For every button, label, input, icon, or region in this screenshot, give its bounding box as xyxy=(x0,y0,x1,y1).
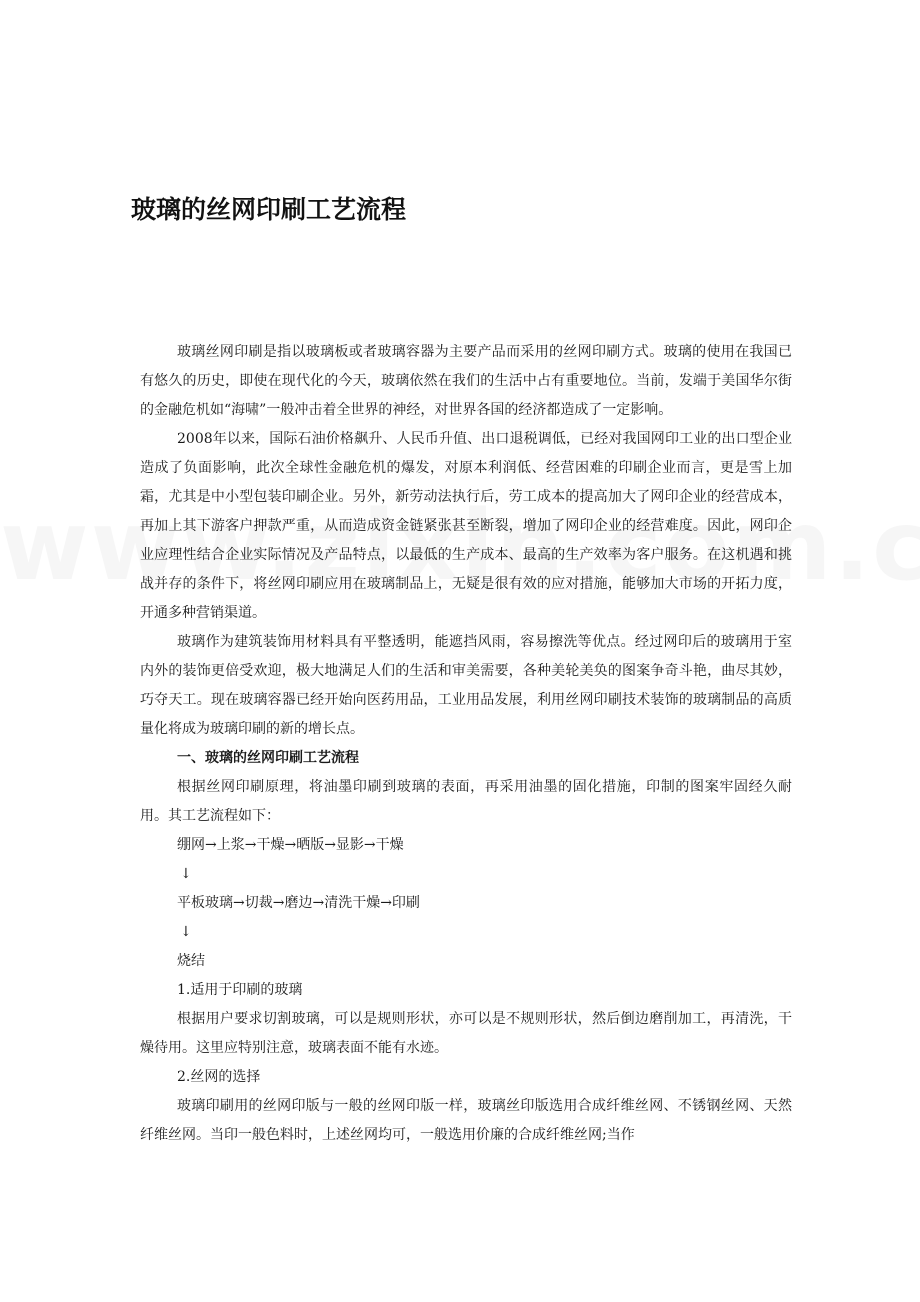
section-heading: 一、玻璃的丝网印刷工艺流程 xyxy=(177,750,359,766)
paragraph-mesh: 玻璃印刷用的丝网印版与一般的丝网印版一样，玻璃丝印版选用合成纤维丝网、不锈钢丝网、天然纤维丝网。当印一般色料时，上述丝网均可，一般选用价廉的合成纤维丝网;当作 xyxy=(140,1098,792,1143)
paragraph-2008: 2008年以来，国际石油价格飙升、人民币升值、出口退税调低，已经对我国网印工业的出口型企业造成了负面影响，此次全球性金融危机的爆发，对原本利润低、经营困难的印刷企业而言，更是雪上加霜，尤其是中小型包装印刷企业。另外，新劳动法执行后，劳工成本的提高加大了网印企业的经营成本，再加上其下游客户押款严重，从而造成资金链紧张甚至断裂，增加了网印企业的经营难度。因此，网印企业应理性结合企业实际情况及产品特点，以最低的生产成本、最高的生产效率为客户服务。在这机遇和挑战并存的条件下，将丝网印刷应用在玻璃制品上，无疑是很有效的应对措施，能够加大市场的开拓力度，开通多种营销渠道。 xyxy=(140,431,792,621)
document-body xyxy=(140,338,792,1150)
subheading-mesh: 2.丝网的选择 xyxy=(177,1069,261,1085)
flow-step-2: 平板玻璃→切裁→磨边→清洗干燥→印刷 xyxy=(177,895,420,911)
paragraph-intro: 玻璃丝网印刷是指以玻璃板或者玻璃容器为主要产品而采用的丝网印刷方式。玻璃的使用在我国已有悠久的历史，即使在现代化的今天，玻璃依然在我们的生活中占有重要地位。当前，发端于美国华尔街的金融危机如“海啸”一般冲击着全世界的神经，对世界各国的经济都造成了一定影响。 xyxy=(140,344,792,418)
flow-arrow-1: ↓ xyxy=(180,866,192,882)
document-title: 玻璃的丝网印刷工艺流程 xyxy=(131,195,407,224)
flow-step-3: 烧结 xyxy=(177,953,205,969)
paragraph-principle: 根据丝网印刷原理，将油墨印刷到玻璃的表面，再采用油墨的固化措施，印制的图案牢固经久耐用。其工艺流程如下： xyxy=(140,779,792,824)
subheading-glass: 1.适用于印刷的玻璃 xyxy=(177,982,303,998)
flow-step-1: 绷网→上浆→干燥→晒版→显影→干燥 xyxy=(177,837,404,853)
paragraph-glass: 根据用户要求切割玻璃，可以是规则形状，亦可以是不规则形状，然后倒边磨削加工，再清洗，干燥待用。这里应特别注意，玻璃表面不能有水迹。 xyxy=(140,1011,792,1056)
paragraph-decoration: 玻璃作为建筑装饰用材料具有平整透明，能遮挡风雨，容易擦洗等优点。经过网印后的玻璃用于室内外的装饰更倍受欢迎，极大地满足人们的生活和审美需要，各种美轮美奂的图案争奇斗艳，曲尽其妙，巧夺天工。现在玻璃容器已经开始向医药用品，工业用品发展，利用丝网印刷技术装饰的玻璃制品的高质量化将成为玻璃印刷的新的增长点。 xyxy=(140,634,792,737)
flow-arrow-2: ↓ xyxy=(180,924,192,940)
